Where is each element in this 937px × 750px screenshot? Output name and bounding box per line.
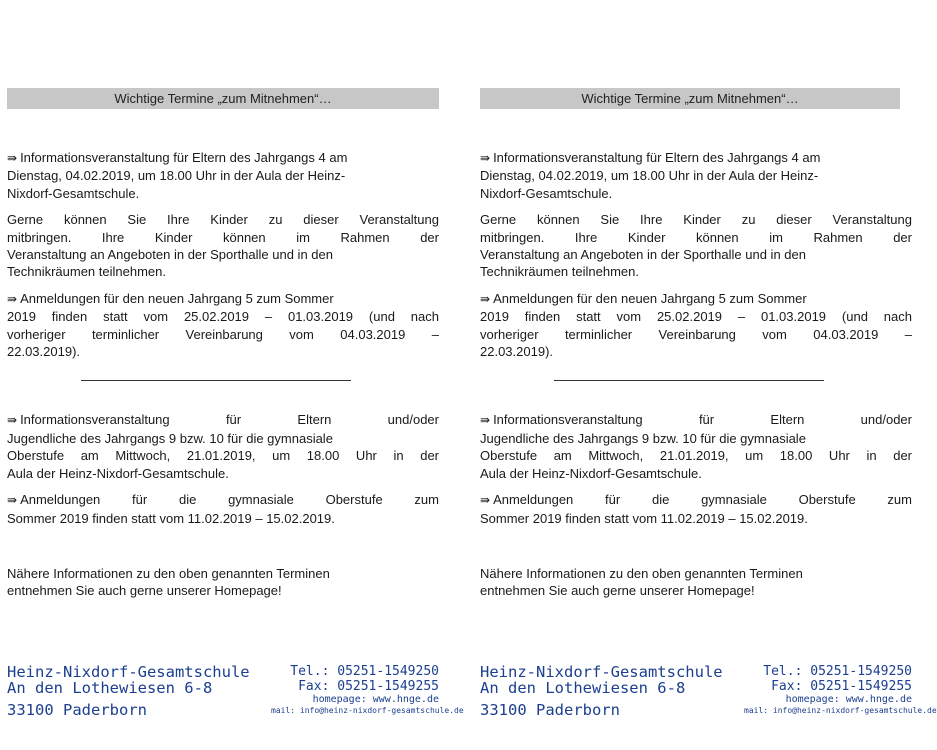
school-city: 33100 Paderborn xyxy=(7,701,147,719)
school-tel: Tel.: 05251-1549250 xyxy=(763,664,912,679)
school-contact xyxy=(271,664,464,716)
anmeldung-oberstufe-paragraph: ⇛ Anmeldungen für die gymnasiale Oberstufe zum Sommer 2019 finden statt vom 11.02.2019 – 15.02.2019. xyxy=(480,492,912,526)
divider xyxy=(81,380,351,381)
info-eltern4-paragraph: ⇛ Informationsveranstaltung für Eltern des Jahrgangs 4 am Dienstag, 04.02.2019, um 18.00 Uhr in der Aula der Heinz- Nixdorf-Gesamtschule. xyxy=(480,150,821,201)
arrow-icon: ⇛ xyxy=(7,493,18,508)
arrow-icon: ⇛ xyxy=(480,151,491,165)
info-eltern9-paragraph: ⇛ Informationsveranstaltung für Eltern und/oder Jugendliche des Jahrgangs 9 bzw. 10 für die gymnasiale Oberstufe am Mittwoch, 21.01.2019, um 18.00 Uhr in der Aula der Heinz-Nixdorf-Gesamtschule. xyxy=(480,412,912,481)
school-name: Heinz-Nixdorf-Gesamtschule xyxy=(480,663,723,681)
flyer-header: Wichtige Termine „zum Mitnehmen“… xyxy=(480,88,900,109)
arrow-icon: ⇛ xyxy=(480,413,491,428)
flyer-right xyxy=(480,88,937,719)
info-eltern9-paragraph: ⇛ Informationsveranstaltung für Eltern und/oder Jugendliche des Jahrgangs 9 bzw. 10 für die gymnasiale Oberstufe am Mittwoch, 21.01.2019, um 18.00 Uhr in der Aula der Heinz-Nixdorf-Gesamtschule. xyxy=(7,412,439,481)
anmeldung5-paragraph: ⇛ Anmeldungen für den neuen Jahrgang 5 zum Sommer 2019 finden statt vom 25.02.2019 – 01.03.2019 (und nach vorheriger terminlicher Vereinbarung vom 04.03.2019 – 22.03.2019). xyxy=(7,290,439,360)
school-tel: Tel.: 05251-1549250 xyxy=(290,664,439,679)
divider xyxy=(554,380,824,381)
school-street: An den Lothewiesen 6-8 xyxy=(480,679,686,697)
school-mail[interactable]: mail: info@heinz-nixdorf-gesamtschule.de xyxy=(271,706,464,715)
gerne-paragraph: Gerne können Sie Ihre Kinder zu dieser Veranstaltung mitbringen. Ihre Kinder können im Rahmen der Veranstaltung an Angeboten in der Sporthalle und in den Technikräumen teilnehmen. xyxy=(480,212,912,280)
anmeldung5-paragraph: ⇛ Anmeldungen für den neuen Jahrgang 5 zum Sommer 2019 finden statt vom 25.02.2019 – 01.03.2019 (und nach vorheriger terminlicher Vereinbarung vom 04.03.2019 – 22.03.2019). xyxy=(480,290,912,360)
school-street: An den Lothewiesen 6-8 xyxy=(7,679,213,697)
flyer-header: Wichtige Termine „zum Mitnehmen“… xyxy=(7,88,439,109)
arrow-icon: ⇛ xyxy=(7,291,18,306)
school-fax: Fax: 05251-1549255 xyxy=(771,679,912,694)
school-homepage[interactable]: homepage: www.hnge.de xyxy=(785,694,912,705)
school-address xyxy=(7,664,250,718)
naehere-paragraph: Nähere Informationen zu den oben genannten Terminen entnehmen Sie auch gerne unserer Homepage! xyxy=(7,565,330,599)
naehere-paragraph: Nähere Informationen zu den oben genannten Terminen entnehmen Sie auch gerne unserer Homepage! xyxy=(480,565,803,599)
flyer-left xyxy=(7,88,464,719)
arrow-icon: ⇛ xyxy=(7,413,18,428)
gerne-paragraph: Gerne können Sie Ihre Kinder zu dieser Veranstaltung mitbringen. Ihre Kinder können im Rahmen der Veranstaltung an Angeboten in der Sporthalle und in den Technikräumen teilnehmen. xyxy=(7,212,439,280)
arrow-icon: ⇛ xyxy=(480,493,491,508)
anmeldung-oberstufe-paragraph: ⇛ Anmeldungen für die gymnasiale Oberstufe zum Sommer 2019 finden statt vom 11.02.2019 – 15.02.2019. xyxy=(7,492,439,526)
arrow-icon: ⇛ xyxy=(7,151,18,165)
info-eltern4-paragraph: ⇛ Informationsveranstaltung für Eltern des Jahrgangs 4 am Dienstag, 04.02.2019, um 18.00 Uhr in der Aula der Heinz- Nixdorf-Gesamtschule. xyxy=(7,150,348,201)
arrow-icon: ⇛ xyxy=(480,291,491,306)
school-fax: Fax: 05251-1549255 xyxy=(298,679,439,694)
school-address xyxy=(480,664,723,718)
school-city: 33100 Paderborn xyxy=(480,701,620,719)
school-homepage[interactable]: homepage: www.hnge.de xyxy=(312,694,439,705)
school-name: Heinz-Nixdorf-Gesamtschule xyxy=(7,663,250,681)
school-mail[interactable]: mail: info@heinz-nixdorf-gesamtschule.de xyxy=(744,706,937,715)
school-contact xyxy=(744,664,937,716)
